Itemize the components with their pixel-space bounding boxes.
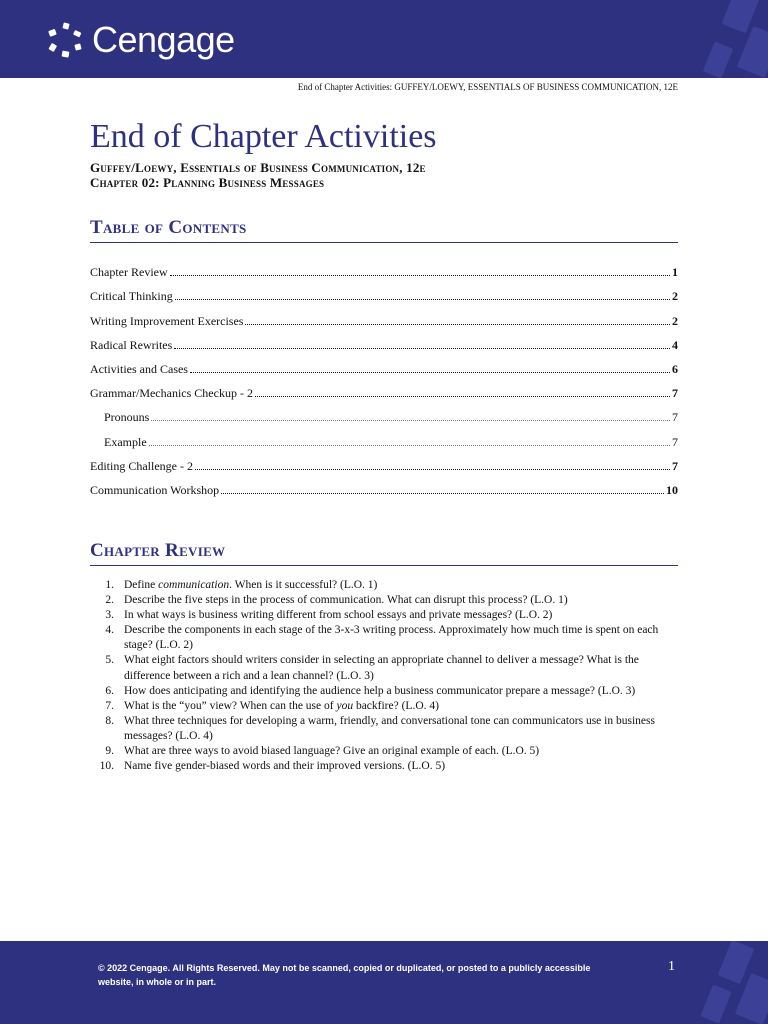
dot-leader bbox=[255, 396, 670, 397]
toc-entry-editing-challenge[interactable] bbox=[90, 450, 678, 474]
toc-entry-activities-cases[interactable] bbox=[90, 353, 678, 377]
toc-entry-page: 10 bbox=[666, 482, 678, 497]
list-item bbox=[90, 699, 680, 714]
decorative-shape bbox=[700, 984, 731, 1023]
question-number: 7. bbox=[105, 699, 114, 712]
footer-band bbox=[0, 941, 768, 1024]
question-emphasis: you bbox=[336, 699, 354, 712]
question-text: What eight factors should writers consider in selecting an appropriate channel to deliver a message? What is the difference between a rich and a lean channel? (L.O. 3) bbox=[124, 654, 639, 682]
dot-leader bbox=[190, 372, 670, 373]
toc-entry-label: Chapter Review bbox=[90, 265, 168, 280]
toc-entry-label: Communication Workshop bbox=[90, 482, 220, 497]
review-question-list bbox=[90, 578, 680, 774]
toc-entry-label: Example bbox=[104, 434, 147, 449]
question-text-part: What is the “you” view? When can the use of bbox=[124, 699, 337, 712]
toc-entry-label: Critical Thinking bbox=[90, 289, 173, 304]
toc-entry-page: 6 bbox=[672, 361, 678, 376]
list-item bbox=[90, 759, 680, 774]
page-title: End of Chapter Activities bbox=[90, 118, 437, 155]
dot-leader bbox=[174, 348, 670, 349]
dot-leader bbox=[170, 275, 670, 276]
toc-entry-label: Writing Improvement Exercises bbox=[90, 313, 244, 328]
question-number: 4. bbox=[105, 624, 114, 637]
question-text: How does anticipating and identifying the audience help a business communicator prepare a message? (L.O. 3) bbox=[124, 684, 636, 697]
question-number: 9. bbox=[105, 745, 114, 758]
question-text bbox=[124, 578, 680, 593]
toc-entry-page: 7 bbox=[672, 386, 678, 401]
dot-leader bbox=[175, 299, 670, 300]
book-subtitle: Guffey/Loewy, Essentials of Business Communication, 12e bbox=[90, 160, 426, 175]
question-text: What three techniques for developing a warm, friendly, and conversational tone can communicators use in business messages? (L.O. 4) bbox=[124, 714, 655, 742]
brand-name: Cengage bbox=[92, 19, 235, 60]
toc-entry-page: 1 bbox=[672, 265, 678, 280]
dot-leader bbox=[245, 324, 670, 325]
toc-heading: Table of Contents bbox=[90, 216, 678, 243]
dot-leader bbox=[195, 469, 670, 470]
question-text: What are three ways to avoid biased language? Give an original example of each. (L.O. 5) bbox=[124, 745, 540, 758]
dot-leader bbox=[221, 493, 664, 494]
list-item bbox=[90, 653, 680, 683]
toc-entry-label: Pronouns bbox=[104, 410, 150, 425]
toc-entry-critical-thinking[interactable] bbox=[90, 280, 678, 304]
toc-entry-page: 2 bbox=[672, 289, 678, 304]
page-number: 1 bbox=[668, 959, 675, 974]
toc-entry-page: 7 bbox=[672, 458, 678, 473]
toc-entry-label: Radical Rewrites bbox=[90, 337, 173, 352]
question-number: 8. bbox=[105, 714, 114, 727]
cengage-logo bbox=[46, 20, 235, 60]
question-number: 2. bbox=[105, 594, 114, 607]
question-emphasis: communication bbox=[158, 579, 230, 591]
question-text: Name five gender-biased words and their improved versions. (L.O. 5) bbox=[124, 760, 446, 773]
question-text-part: backfire? (L.O. 4) bbox=[353, 699, 439, 712]
toc-entry-pronouns[interactable] bbox=[90, 401, 678, 425]
list-item bbox=[90, 684, 680, 699]
question-number: 5. bbox=[105, 654, 114, 667]
chapter-review-heading: Chapter Review bbox=[90, 539, 678, 566]
running-head: End of Chapter Activities: GUFFEY/LOEWY, ESSENTIALS OF BUSINESS COMMUNICATION, 12E bbox=[297, 82, 678, 92]
question-text-part: . When is it successful? (L.O. 1) bbox=[229, 579, 378, 591]
toc-entry-radical-rewrites[interactable] bbox=[90, 329, 678, 353]
toc-entry-page: 2 bbox=[672, 313, 678, 328]
toc-entry-label: Editing Challenge - 2 bbox=[90, 458, 193, 473]
cengage-burst-icon bbox=[46, 20, 86, 60]
copyright-notice: © 2022 Cengage. All Rights Reserved. May not be scanned, copied or duplicated, or posted to a publicly accessible website, in whole or in part. bbox=[98, 963, 591, 987]
toc-entry-label: Activities and Cases bbox=[90, 361, 188, 376]
toc-entry-page: 4 bbox=[672, 337, 678, 352]
list-item bbox=[90, 714, 680, 744]
toc-entry-label: Grammar/Mechanics Checkup - 2 bbox=[90, 386, 253, 401]
toc-entry-example[interactable] bbox=[90, 425, 678, 449]
list-item bbox=[90, 593, 680, 608]
table-of-contents bbox=[90, 256, 678, 498]
list-item bbox=[90, 623, 680, 653]
list-item bbox=[90, 578, 680, 593]
toc-entry-communication-workshop[interactable] bbox=[90, 474, 678, 498]
chapter-subtitle: Chapter 02: Planning Business Messages bbox=[90, 175, 325, 190]
question-number: 3. bbox=[105, 609, 114, 622]
question-number: 1. bbox=[105, 579, 114, 591]
dot-leader bbox=[151, 420, 670, 421]
toc-entry-page: 7 bbox=[672, 410, 678, 425]
toc-entry-grammar-checkup[interactable] bbox=[90, 377, 678, 401]
toc-entry-writing-improvement[interactable] bbox=[90, 304, 678, 328]
toc-entry-page: 7 bbox=[672, 434, 678, 449]
question-text: Describe the components in each stage of the 3-x-3 writing process. Approximately how much time is spent on each stage? (L.O. 2) bbox=[124, 624, 659, 652]
question-text: In what ways is business writing different from school essays and private messages? (L.O. 2) bbox=[124, 609, 553, 622]
question-number: 10. bbox=[99, 760, 114, 773]
dot-leader bbox=[149, 445, 670, 446]
decorative-shape bbox=[703, 41, 734, 78]
toc-entry-chapter-review[interactable] bbox=[90, 256, 678, 280]
list-item bbox=[90, 608, 680, 623]
question-text bbox=[124, 699, 680, 714]
list-item bbox=[90, 744, 680, 759]
decorative-shape bbox=[737, 26, 768, 78]
question-text: Describe the five steps in the process of communication. What can disrupt this process? (L.O. 1) bbox=[124, 594, 568, 607]
header-band bbox=[0, 0, 768, 78]
question-text-part: Define bbox=[124, 579, 159, 591]
question-number: 6. bbox=[105, 684, 114, 697]
